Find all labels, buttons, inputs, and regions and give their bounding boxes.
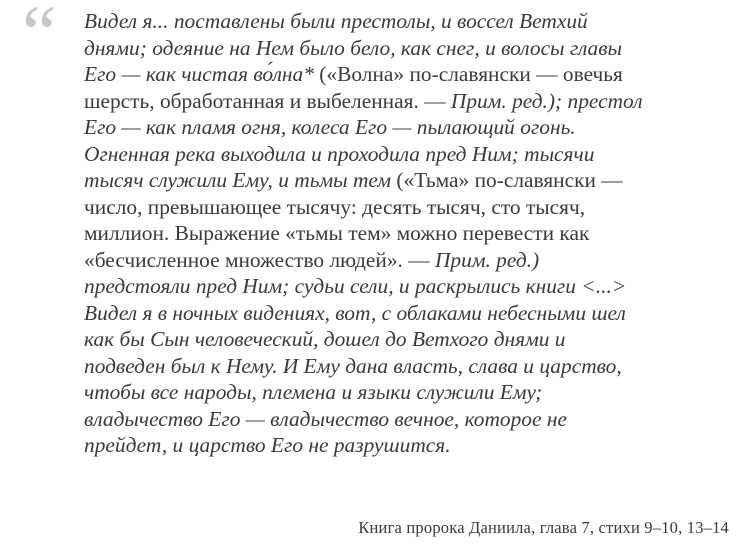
quote-segment-note: «бесчисленное множество людей». —	[84, 247, 435, 272]
quote-segment-note: шерсть, обработанная и выбеленная. —	[84, 88, 451, 113]
quote-segment-italic: Огненная река выходила и проходила пред Ним; тысячи	[84, 141, 595, 166]
quote-segment-italic: Его — как чистая во́лна*	[84, 62, 314, 86]
quote-line	[84, 167, 734, 194]
quote-segment-italic: подведен был к Нему. И Ему дана власть, слава и царство,	[84, 353, 622, 378]
quote-segment-italic: днями; одеяние на Нем было бело, как снег, и волосы главы	[84, 35, 623, 60]
quote-segment-italic: прейдет, и царство Его не разрушится.	[84, 433, 451, 457]
quote-line	[84, 432, 734, 459]
quote-segment-italic: предстояли пред Ним; судьи сели, и раскрылись книги <...>	[84, 274, 627, 298]
quote-line	[84, 194, 734, 221]
quote-line	[84, 88, 734, 115]
quote-source: Книга пророка Даниила, глава 7, стихи 9–10, 13–14	[358, 518, 729, 537]
quote-segment-italic: Видел я... поставлены были престолы, и воссел Ветхий	[84, 9, 588, 33]
quote-segment-note: число, превышающее тысячу: десять тысяч, сто тысяч,	[84, 194, 586, 219]
quote-segment-note: миллион. Выражение «тьмы тем» можно перевести как	[84, 221, 590, 245]
quote-text	[84, 8, 734, 459]
quote-segment-italic: Прим. ред.); престол	[450, 88, 643, 113]
quote-line	[84, 300, 734, 327]
quote-line	[84, 247, 734, 274]
quote-segment-italic: как бы Сын человеческий, дошел до Ветхого днями и	[84, 327, 566, 351]
quote-line	[84, 353, 734, 380]
quote-line	[84, 379, 734, 406]
quote-segment-italic: владычество Его — владычество вечное, которое не	[84, 406, 567, 431]
quote-segment-note: («Тьма» по-славянски —	[391, 168, 623, 192]
quote-line	[84, 61, 734, 88]
quote-line	[84, 273, 734, 300]
quote-line	[84, 326, 734, 353]
quote-segment-note: («Волна» по-славянски — овечья	[313, 62, 623, 86]
quote-line	[84, 220, 734, 247]
quote-line	[84, 406, 734, 433]
quote-line	[84, 35, 734, 62]
quote-segment-italic: Его — как пламя огня, колеса Его — пылающий огонь.	[84, 115, 576, 139]
quote-line	[84, 141, 734, 168]
quote-segment-italic: Прим. ред.)	[434, 247, 540, 272]
quote-segment-italic: чтобы все народы, племена и языки служили Ему;	[84, 380, 543, 404]
quote-line	[84, 8, 734, 35]
quote-segment-italic: Видел я в ночных видениях, вот, с облаками небесными шел	[84, 300, 626, 325]
quote-mark-icon: “	[22, 0, 57, 76]
quote-line	[84, 114, 734, 141]
quote-segment-italic: тысяч служили Ему, и тьмы тем	[84, 168, 391, 192]
